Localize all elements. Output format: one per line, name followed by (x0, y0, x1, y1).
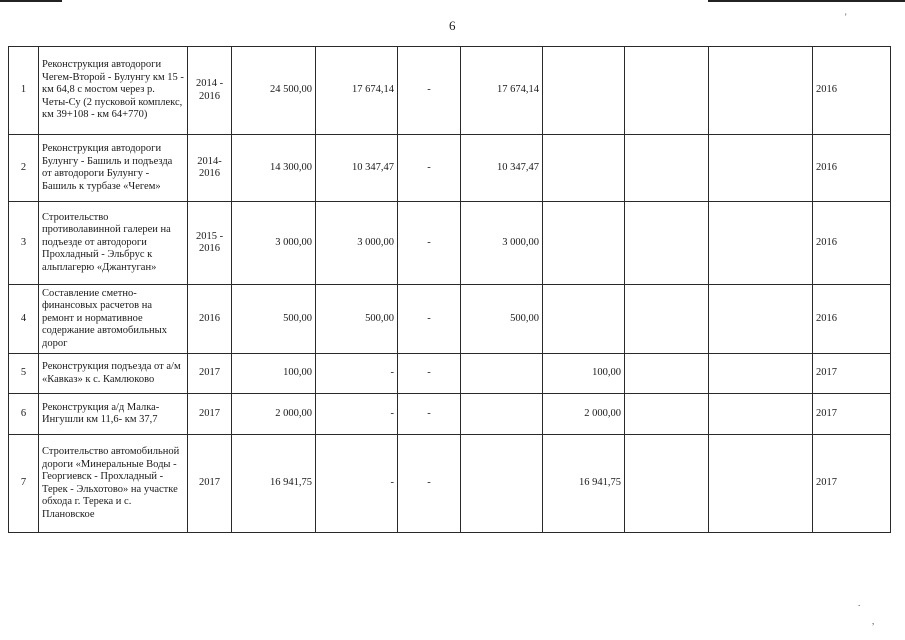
funding-value: - (398, 135, 461, 202)
completion-year: 2016 (813, 47, 891, 135)
funding-value (625, 285, 709, 354)
funding-value: 10 347,47 (316, 135, 398, 202)
funding-value (709, 435, 813, 533)
page-number: 6 (449, 18, 456, 33)
funding-value (461, 394, 543, 435)
implementation-years: 2017 (188, 354, 232, 394)
funding-value: - (398, 394, 461, 435)
table-row (9, 354, 891, 394)
implementation-years: 2015 - 2016 (188, 202, 232, 285)
project-name: Реконструкция автодороги Булунгу - Башиль и подъезда от автодороги Булунгу - Башиль к турбазе «Чегем» (39, 135, 188, 202)
program-table (8, 46, 891, 533)
funding-value: 3 000,00 (461, 202, 543, 285)
completion-year: 2016 (813, 135, 891, 202)
funding-value (543, 47, 625, 135)
project-name: Строительство противолавинной галереи на подъезде от автодороги Прохладный - Эльбрус к альплагерю «Джантуган» (39, 202, 188, 285)
table-row (9, 394, 891, 435)
project-name: Реконструкция подъезда от а/м «Кавказ» к с. Камлюково (39, 354, 188, 394)
table-row (9, 202, 891, 285)
total-cost: 500,00 (232, 285, 316, 354)
funding-value: 16 941,75 (543, 435, 625, 533)
total-cost: 16 941,75 (232, 435, 316, 533)
project-name: Составление сметно-финансовых расчетов на ремонт и нормативное содержание автомобильных дорог (39, 285, 188, 354)
implementation-years: 2014- 2016 (188, 135, 232, 202)
total-cost: 24 500,00 (232, 47, 316, 135)
total-cost: 2 000,00 (232, 394, 316, 435)
funding-value (625, 354, 709, 394)
row-number: 4 (9, 285, 39, 354)
project-name: Реконструкция а/д Малка-Ингушли км 11,6- км 37,7 (39, 394, 188, 435)
funding-value: 500,00 (461, 285, 543, 354)
total-cost: 3 000,00 (232, 202, 316, 285)
completion-year: 2017 (813, 354, 891, 394)
funding-value (709, 47, 813, 135)
funding-value (709, 354, 813, 394)
funding-value (625, 202, 709, 285)
funding-value (543, 202, 625, 285)
implementation-years: 2016 (188, 285, 232, 354)
row-number: 3 (9, 202, 39, 285)
funding-value (625, 394, 709, 435)
funding-value: - (398, 47, 461, 135)
funding-value: 500,00 (316, 285, 398, 354)
funding-value (625, 435, 709, 533)
scan-top-line-right (708, 0, 905, 2)
project-name: Строительство автомобильной дороги «Минеральные Воды - Георгиевск - Прохладный - Терек - Эльхотово» на участке обхода г. Терека и с. Плановское (39, 435, 188, 533)
funding-value (709, 202, 813, 285)
table-row (9, 285, 891, 354)
row-number: 2 (9, 135, 39, 202)
total-cost: 100,00 (232, 354, 316, 394)
funding-value (709, 135, 813, 202)
completion-year: 2017 (813, 394, 891, 435)
funding-value: - (398, 354, 461, 394)
funding-value (461, 435, 543, 533)
funding-value (625, 135, 709, 202)
table-row (9, 435, 891, 533)
funding-value: 10 347,47 (461, 135, 543, 202)
funding-value: 17 674,14 (316, 47, 398, 135)
scan-speck-mark: , (872, 616, 875, 626)
completion-year: 2017 (813, 435, 891, 533)
funding-value (709, 394, 813, 435)
funding-value (625, 47, 709, 135)
funding-value: 2 000,00 (543, 394, 625, 435)
scan-speck-mark: . (858, 598, 861, 608)
funding-value (709, 285, 813, 354)
implementation-years: 2017 (188, 394, 232, 435)
funding-value (543, 135, 625, 202)
implementation-years: 2017 (188, 435, 232, 533)
funding-value (543, 285, 625, 354)
project-name: Реконструкция автодороги Чегем-Второй - Булунгу км 15 - км 64,8 с мостом через р. Четы-Су (2 пусковой комплекс, км 39+108 - км 64+770) (39, 47, 188, 135)
funding-value: - (316, 394, 398, 435)
row-number: 6 (9, 394, 39, 435)
funding-value: - (398, 435, 461, 533)
funding-value: - (398, 285, 461, 354)
row-number: 5 (9, 354, 39, 394)
completion-year: 2016 (813, 285, 891, 354)
total-cost: 14 300,00 (232, 135, 316, 202)
scan-speck-mark: ' (845, 12, 847, 22)
funding-value: - (398, 202, 461, 285)
funding-value: 17 674,14 (461, 47, 543, 135)
funding-value: - (316, 354, 398, 394)
funding-value (461, 354, 543, 394)
funding-value: 100,00 (543, 354, 625, 394)
funding-value: 3 000,00 (316, 202, 398, 285)
table-row (9, 135, 891, 202)
completion-year: 2016 (813, 202, 891, 285)
table-row (9, 47, 891, 135)
funding-value: - (316, 435, 398, 533)
row-number: 7 (9, 435, 39, 533)
scan-top-line-left (0, 0, 62, 2)
implementation-years: 2014 - 2016 (188, 47, 232, 135)
row-number: 1 (9, 47, 39, 135)
